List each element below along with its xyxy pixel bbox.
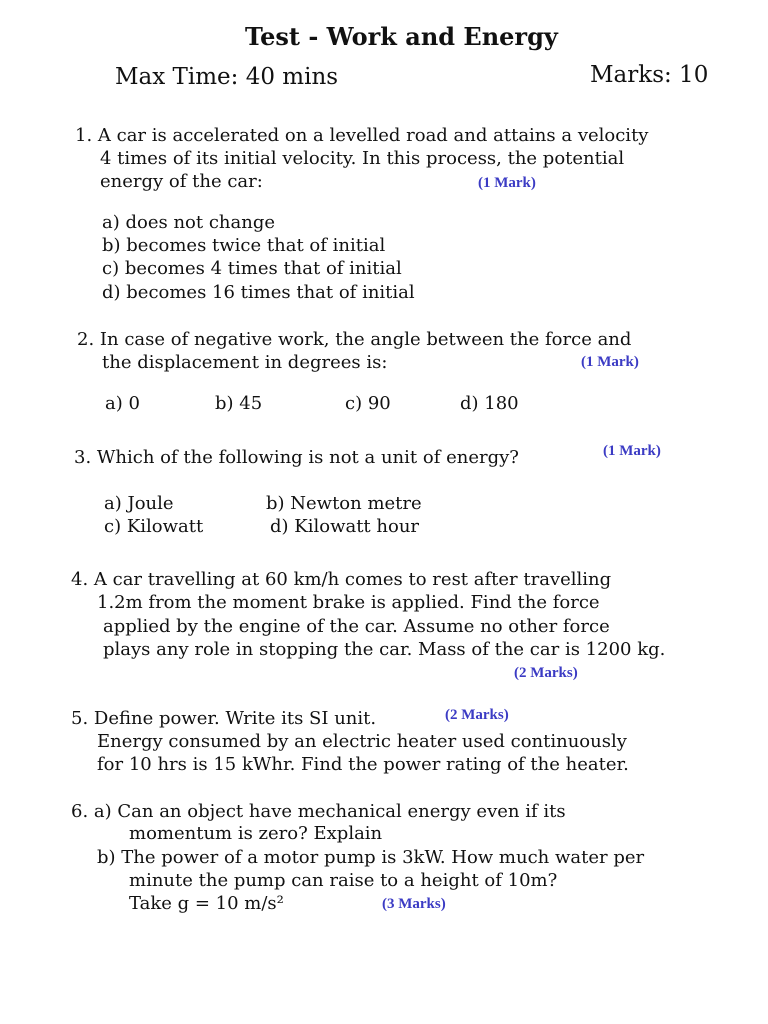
q1-marks: (1 Mark) bbox=[478, 175, 536, 191]
q3-option-b: b) Newton metre bbox=[266, 493, 422, 514]
q6-line-4: minute the pump can raise to a height of 10m? bbox=[129, 870, 558, 891]
q2-option-d: d) 180 bbox=[460, 393, 519, 414]
q6-marks: (3 Marks) bbox=[382, 896, 446, 912]
q6-line-3: b) The power of a motor pump is 3kW. How much water per bbox=[97, 847, 645, 868]
q2-line-1: 2. In case of negative work, the angle between the force and bbox=[77, 329, 632, 350]
q6-line-2: momentum is zero? Explain bbox=[129, 823, 383, 844]
q4-line-3: applied by the engine of the car. Assume no other force bbox=[103, 616, 610, 637]
q3-marks: (1 Mark) bbox=[603, 443, 661, 459]
q1-line-3: energy of the car: bbox=[100, 171, 263, 192]
q2-option-a: a) 0 bbox=[105, 393, 140, 414]
q5-line-1: 5. Define power. Write its SI unit. bbox=[71, 708, 377, 729]
q1-option-b: b) becomes twice that of initial bbox=[102, 235, 386, 256]
q3-option-a: a) Joule bbox=[104, 493, 174, 514]
q6-line-5: Take g = 10 m/s² bbox=[129, 893, 284, 914]
q3-line-1: 3. Which of the following is not a unit of energy? bbox=[74, 447, 519, 468]
q2-option-b: b) 45 bbox=[215, 393, 263, 414]
q1-option-c: c) becomes 4 times that of initial bbox=[102, 258, 402, 279]
page-title: Test - Work and Energy bbox=[245, 22, 558, 51]
max-time: Max Time: 40 mins bbox=[115, 64, 339, 90]
q1-option-a: a) does not change bbox=[102, 212, 276, 233]
q5-line-2: Energy consumed by an electric heater used continuously bbox=[97, 731, 627, 752]
q3-option-d: d) Kilowatt hour bbox=[270, 516, 420, 537]
q2-marks: (1 Mark) bbox=[581, 354, 639, 370]
q4-line-4: plays any role in stopping the car. Mass of the car is 1200 kg. bbox=[103, 639, 666, 660]
q4-line-2: 1.2m from the moment brake is applied. Find the force bbox=[97, 592, 600, 613]
q2-line-2: the displacement in degrees is: bbox=[102, 352, 388, 373]
q3-option-c: c) Kilowatt bbox=[104, 516, 204, 537]
q1-line-1: 1. A car is accelerated on a levelled road and attains a velocity bbox=[75, 125, 649, 146]
q6-line-1: 6. a) Can an object have mechanical energy even if its bbox=[71, 801, 566, 822]
q5-marks: (2 Marks) bbox=[445, 707, 509, 723]
q5-line-3: for 10 hrs is 15 kWhr. Find the power rating of the heater. bbox=[97, 754, 629, 775]
total-marks: Marks: 10 bbox=[590, 62, 709, 88]
q2-option-c: c) 90 bbox=[345, 393, 391, 414]
q4-marks: (2 Marks) bbox=[514, 665, 578, 681]
q4-line-1: 4. A car travelling at 60 km/h comes to rest after travelling bbox=[71, 569, 612, 590]
q1-line-2: 4 times of its initial velocity. In this process, the potential bbox=[100, 148, 625, 169]
q1-option-d: d) becomes 16 times that of initial bbox=[102, 282, 415, 303]
